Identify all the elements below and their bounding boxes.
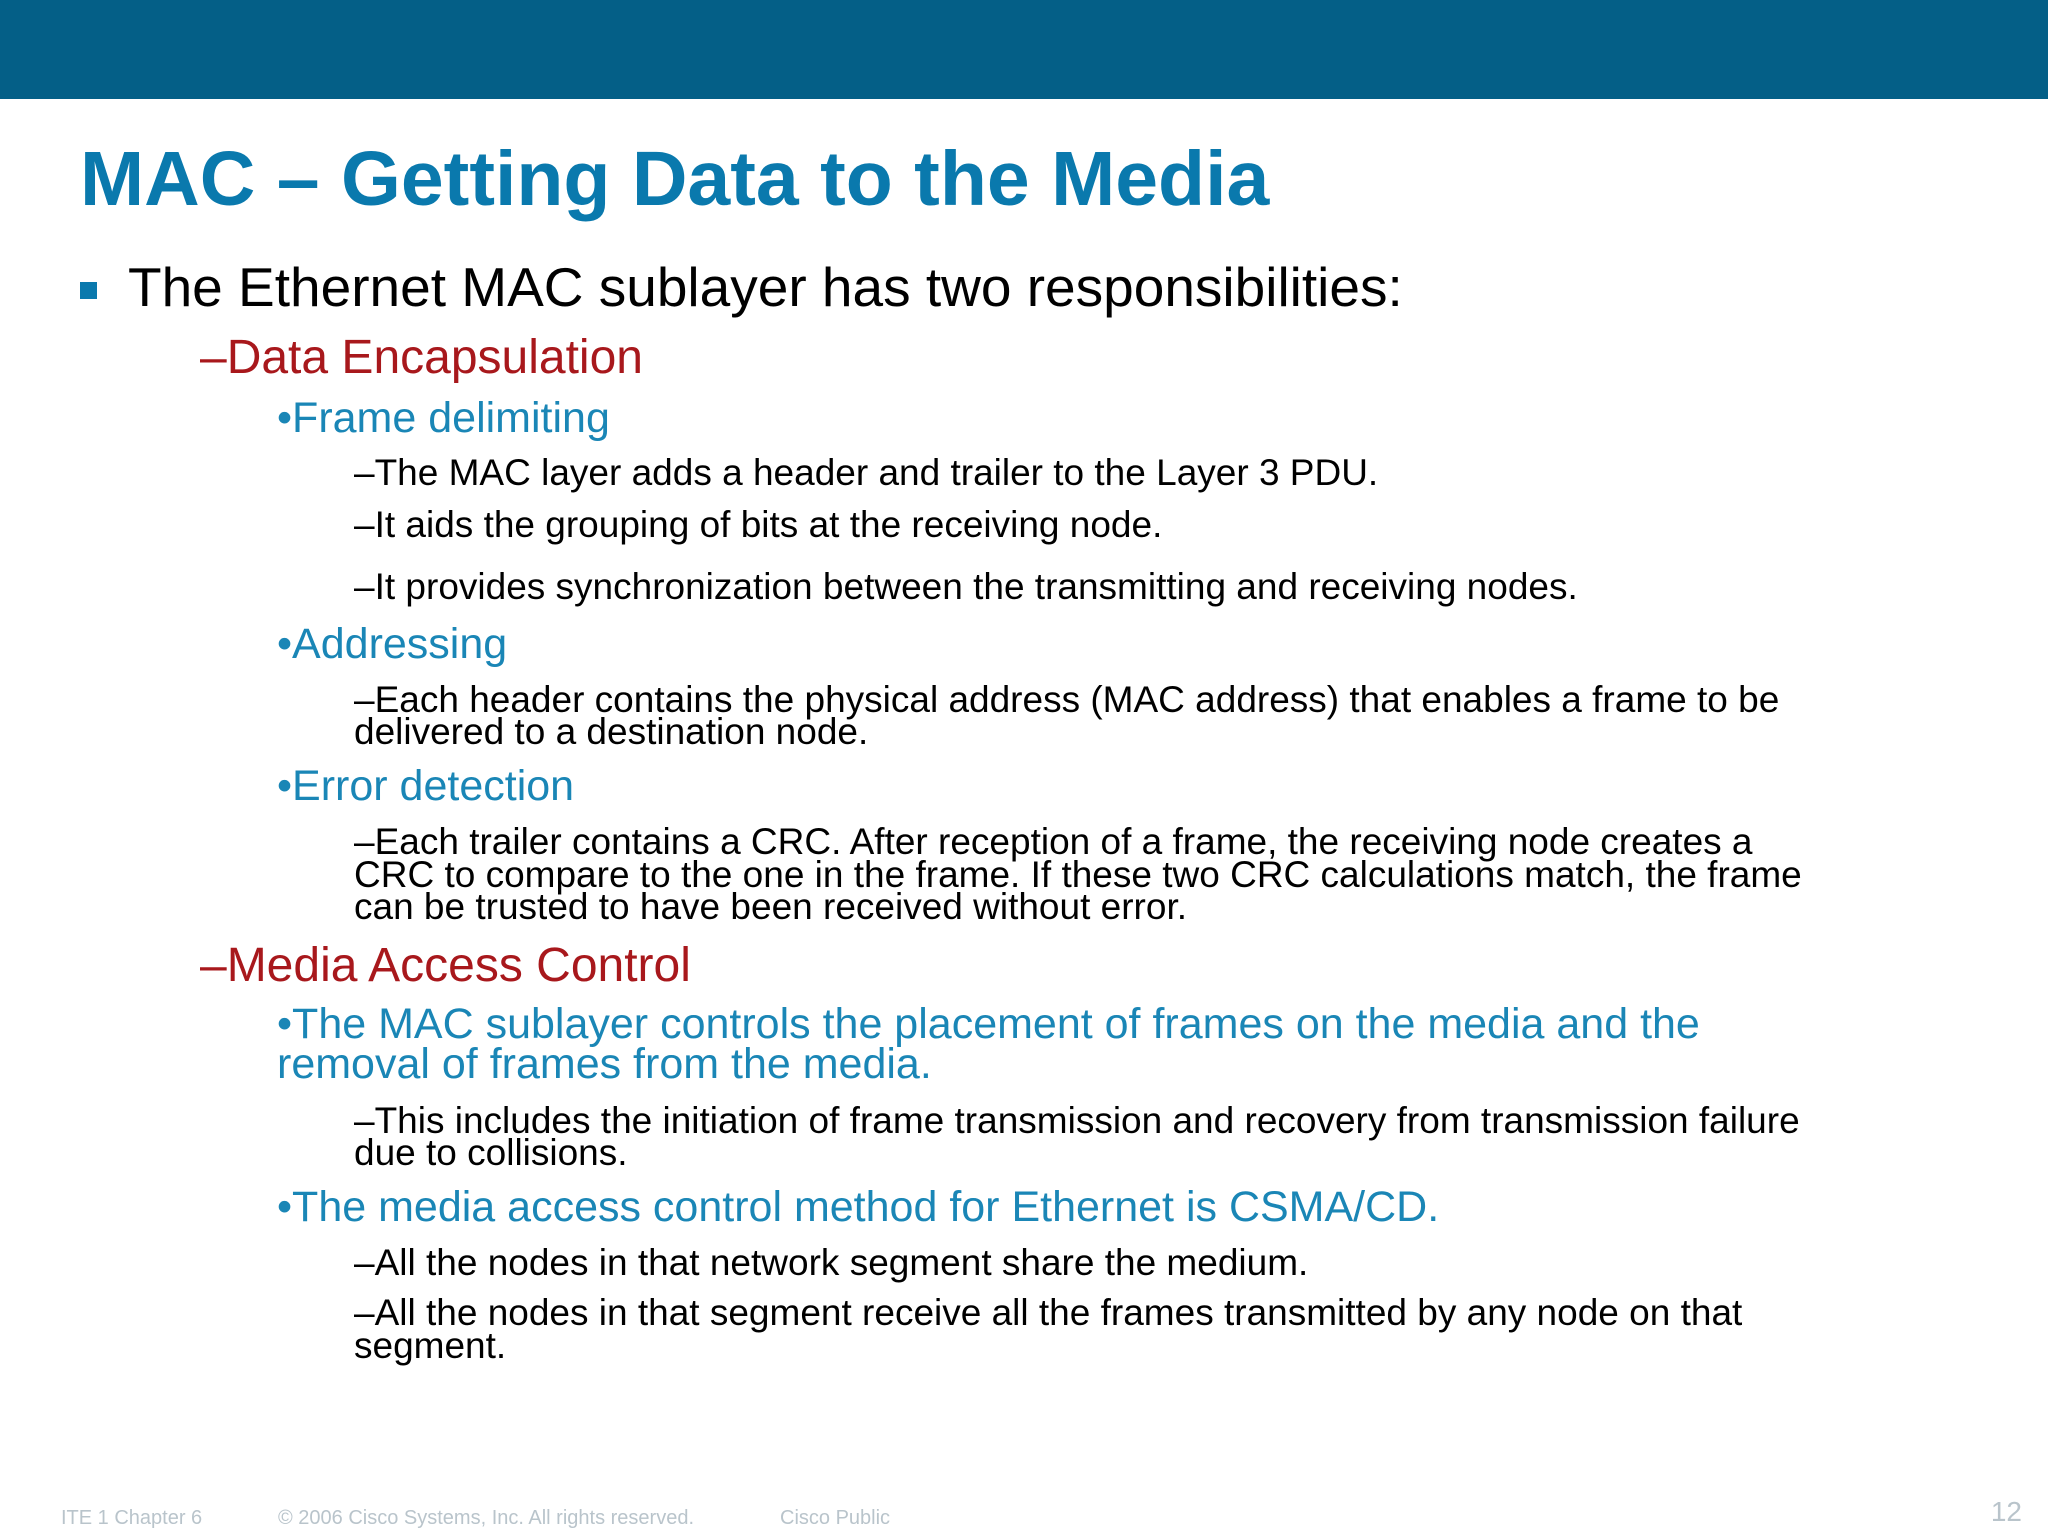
addressing-heading: •Addressing	[277, 620, 508, 668]
mac-placement-line: removal of frames from the media.	[277, 1040, 932, 1088]
footer-chapter: ITE 1 Chapter 6	[61, 1507, 203, 1529]
frame-delimiting-item: –It provides synchronization between the transmitting and receiving nodes.	[354, 566, 1578, 607]
addressing-text-line: delivered to a destination node.	[354, 711, 869, 752]
mac-placement-line: •The MAC sublayer controls the placement of frames on the media and the	[277, 1000, 1700, 1048]
slide-title: MAC – Getting Data to the Media	[80, 136, 1270, 222]
footer-classification: Cisco Public	[780, 1507, 891, 1529]
csma-cd-item-line: segment.	[354, 1325, 507, 1366]
error-detection-text-line: CRC to compare to the one in the frame. If these two CRC calculations match, the frame	[354, 854, 1802, 895]
error-detection-heading: •Error detection	[277, 762, 575, 810]
error-detection-text-line: –Each trailer contains a CRC. After reception of a frame, the receiving node creates a	[354, 821, 1753, 862]
square-bullet-icon	[80, 282, 97, 299]
csma-cd-heading: •The media access control method for Ethernet is CSMA/CD.	[277, 1183, 1440, 1231]
main-point: The Ethernet MAC sublayer has two responsibilities:	[128, 256, 1403, 318]
footer-copyright: © 2006 Cisco Systems, Inc. All rights reserved.	[278, 1507, 695, 1529]
csma-cd-item-line: –All the nodes in that segment receive all the frames transmitted by any node on that	[354, 1292, 1743, 1333]
frame-delimiting-heading: •Frame delimiting	[277, 394, 610, 442]
frame-delimiting-item: –The MAC layer adds a header and trailer to the Layer 3 PDU.	[354, 452, 1379, 493]
media-access-control-heading: –Media Access Control	[200, 939, 691, 992]
csma-cd-item: –All the nodes in that network segment share the medium.	[354, 1242, 1309, 1283]
mac-placement-detail-line: due to collisions.	[354, 1132, 628, 1173]
error-detection-text-line: can be trusted to have been received without error.	[354, 886, 1188, 927]
data-encapsulation-heading: –Data Encapsulation	[200, 331, 643, 384]
mac-placement-detail-line: –This includes the initiation of frame transmission and recovery from transmission failure	[354, 1100, 1800, 1141]
addressing-text-line: –Each header contains the physical address (MAC address) that enables a frame to be	[354, 679, 1780, 720]
page-number: 12	[1990, 1496, 2022, 1527]
frame-delimiting-item: –It aids the grouping of bits at the receiving node.	[354, 504, 1163, 545]
header-band	[0, 0, 2048, 99]
